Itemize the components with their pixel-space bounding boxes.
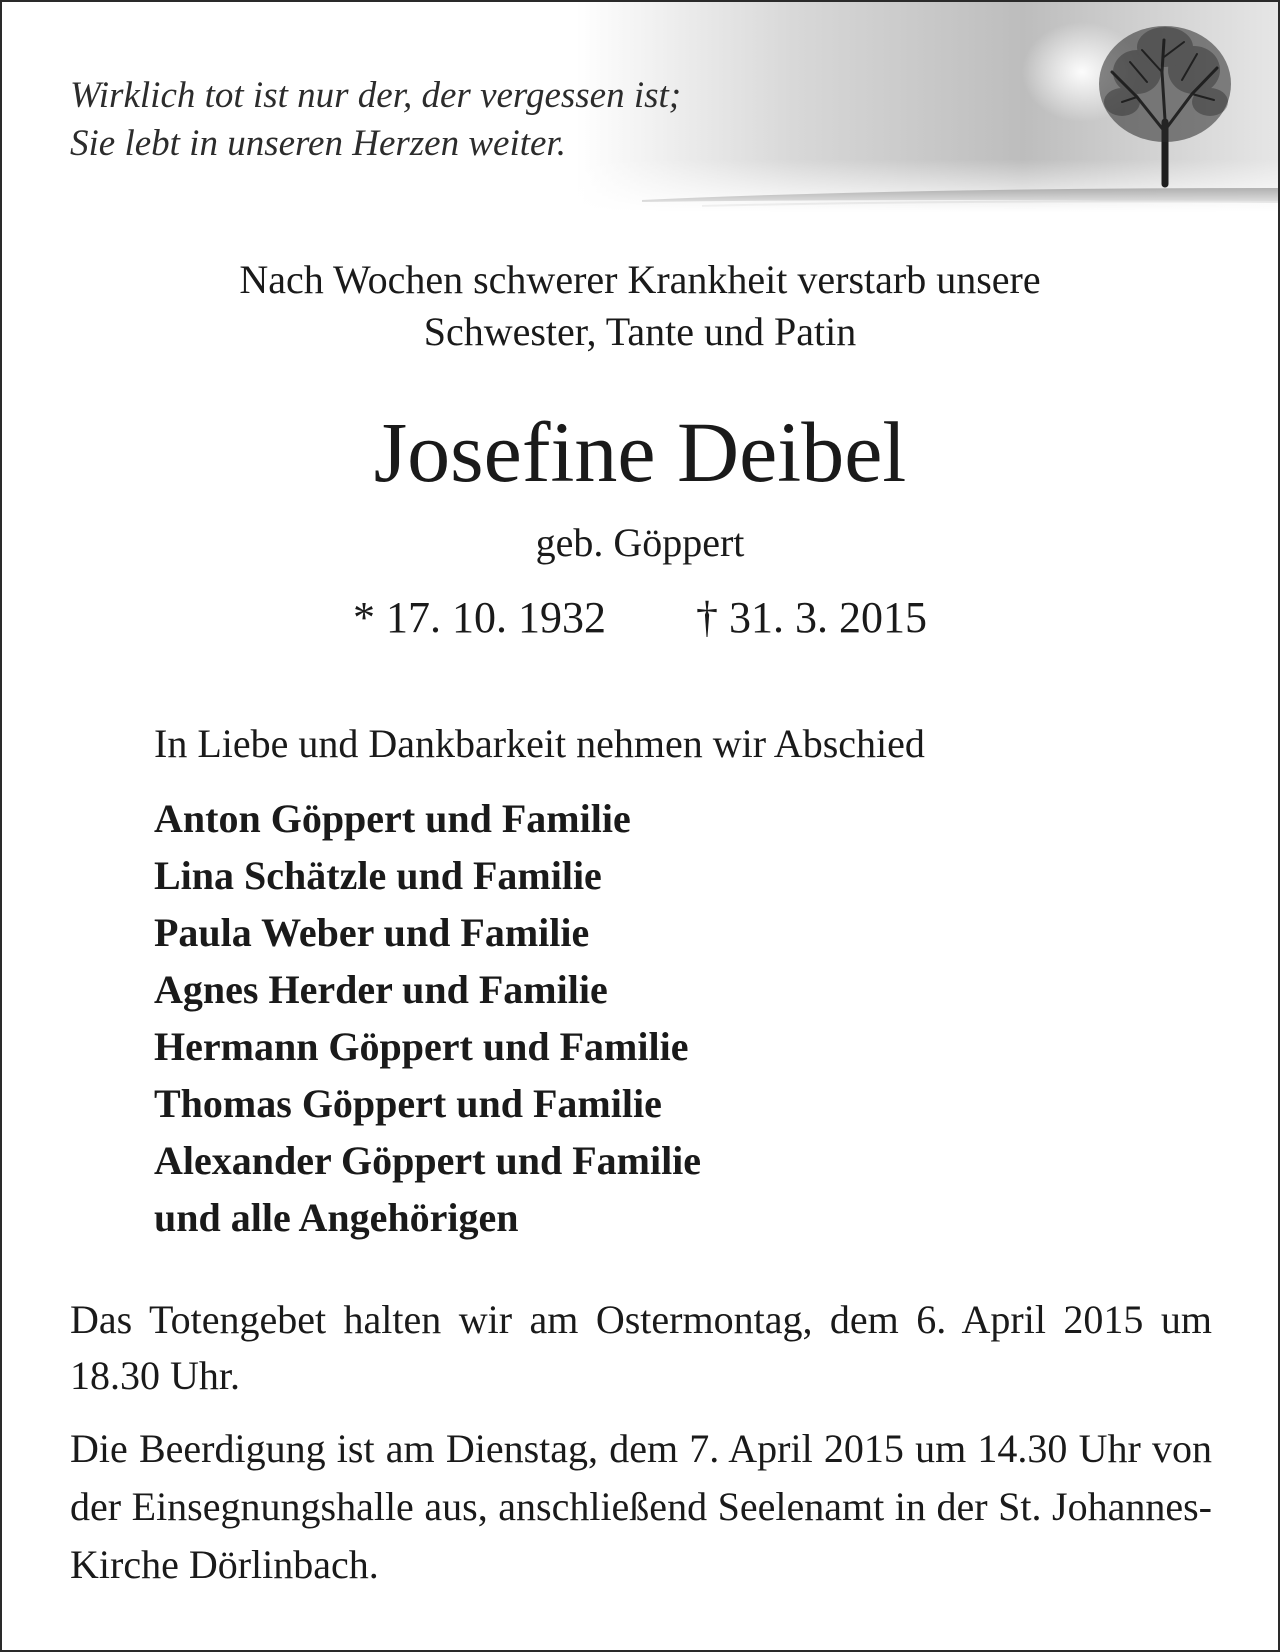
mourners-list [154,790,701,1246]
quote-line: Wirklich tot ist nur der, der vergessen ist; [70,75,682,116]
mourner-item: Anton Göppert und Familie [154,796,631,841]
quote-line: Sie lebt in unseren Herzen weiter. [70,123,566,164]
maiden-name: geb. Göppert [535,520,745,565]
mourner-item: Thomas Göppert und Familie [154,1081,662,1126]
burial-info: Die Beerdigung ist am Dienstag, dem 7. April 2015 um 14.30 Uhr von der Einsegnungshalle aus, anschließend Seelenamt in der St. Johannes-Kirche Dörlinbach. [70,1426,1212,1587]
intro-text [2,254,1278,358]
prayer-service-info: Das Totengebet halten wir am Ostermontag, dem 6. April 2015 um 18.30 Uhr. [70,1297,1212,1398]
mourner-item: Paula Weber und Familie [154,910,590,955]
deceased-name: Josefine Deibel [373,404,907,500]
mourner-item: Lina Schätzle und Familie [154,853,602,898]
memorial-quote [70,72,681,168]
intro-line: Schwester, Tante und Patin [423,309,857,354]
life-dates [2,590,1278,646]
mourner-item: Alexander Göppert und Familie [154,1138,702,1183]
mourner-item: Hermann Göppert und Familie [154,1024,689,1069]
mourner-item: Agnes Herder und Familie [154,967,608,1012]
intro-line: Nach Wochen schwerer Krankheit verstarb unsere [239,257,1041,302]
farewell-line: In Liebe und Dankbarkeit nehmen wir Abschied [154,721,925,766]
birth-date: * 17. 10. 1932 [353,593,606,642]
death-date: † 31. 3. 2015 [696,593,927,642]
header-banner [2,2,1278,212]
mourner-item: und alle Angehörigen [154,1195,519,1240]
